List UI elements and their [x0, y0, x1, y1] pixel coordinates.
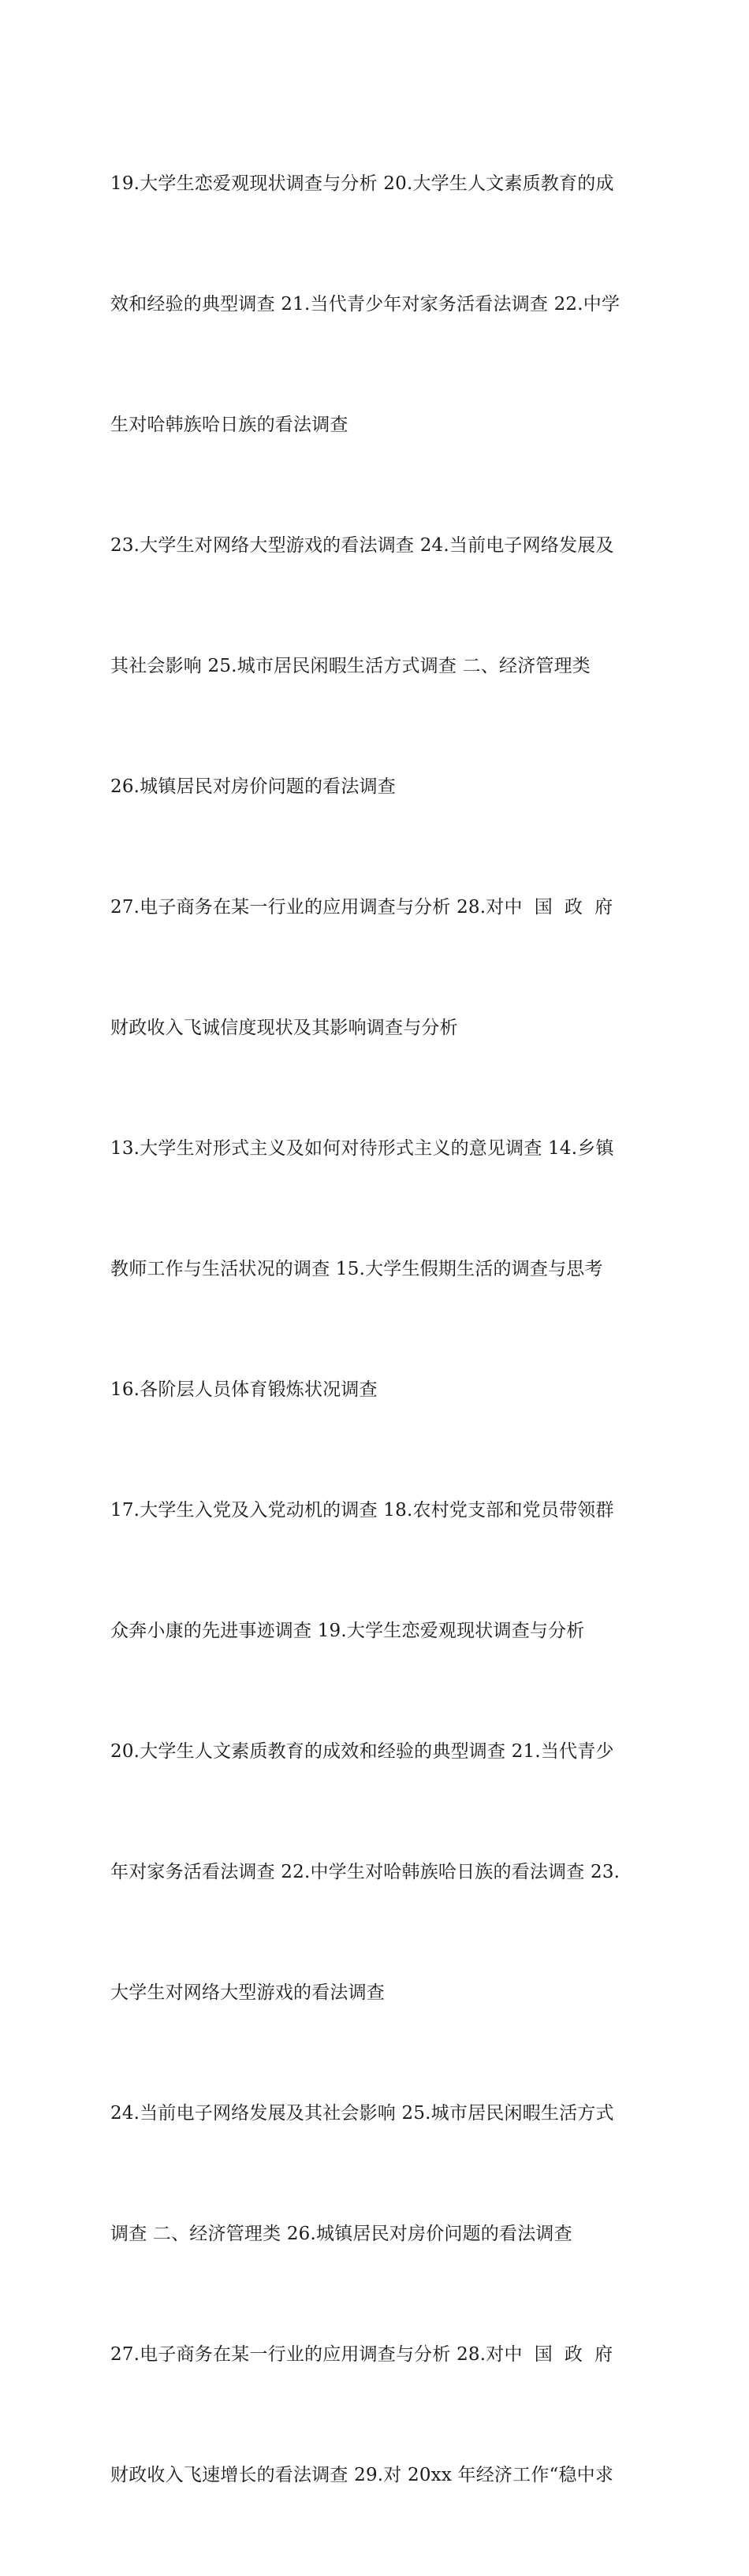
text-line: 财政收入飞速增长的看法调查 29.对 20xx 年经济工作“稳中求	[110, 2465, 614, 2485]
document-body	[110, 84, 647, 2576]
text-line: 生对哈韩族哈日族的看法调查	[110, 415, 348, 435]
text-line: 26.城镇居民对房价问题的看法调查	[110, 776, 396, 797]
text-line: 23.大学生对网络大型游戏的看法调查 24.当前电子网络发展及	[110, 535, 614, 556]
text-line: 27.电子商务在某一行业的应用调查与分析 28.对中 国 政 府	[110, 897, 613, 918]
text-line: 调查 二、经济管理类 26.城镇居民对房价问题的看法调查	[110, 2224, 572, 2244]
text-line: 17.大学生入党及入党动机的调查 18.农村党支部和党员带领群	[110, 1500, 614, 1521]
text-line: 27.电子商务在某一行业的应用调查与分析 28.对中 国 政 府	[110, 2344, 613, 2365]
text-line: 效和经验的典型调查 21.当代青少年对家务活看法调查 22.中学	[110, 294, 620, 315]
text-line: 众奔小康的先进事迹调查 19.大学生恋爱观现状调查与分析	[110, 1621, 585, 1641]
text-line: 20.大学生人文素质教育的成效和经验的典型调查 21.当代青少	[110, 1741, 614, 1762]
text-line: 教师工作与生活状况的调查 15.大学生假期生活的调查与思考	[110, 1259, 603, 1279]
text-line: 19.大学生恋爱观现状调查与分析 20.大学生人文素质教育的成	[110, 173, 614, 194]
text-line: 年对家务活看法调查 22.中学生对哈韩族哈日族的看法调查 23.	[110, 1862, 620, 1882]
text-line: 13.大学生对形式主义及如何对待形式主义的意见调查 14.乡镇	[110, 1138, 614, 1159]
text-line: 财政收入飞诚信度现状及其影响调查与分析	[110, 1018, 458, 1038]
text-line: 大学生对网络大型游戏的看法调查	[110, 1982, 385, 2003]
text-line: 24.当前电子网络发展及其社会影响 25.城市居民闲暇生活方式	[110, 2103, 614, 2124]
text-line: 其社会影响 25.城市居民闲暇生活方式调查 二、经济管理类	[110, 656, 591, 676]
text-line: 16.各阶层人员体育锻炼状况调查	[110, 1379, 378, 1400]
